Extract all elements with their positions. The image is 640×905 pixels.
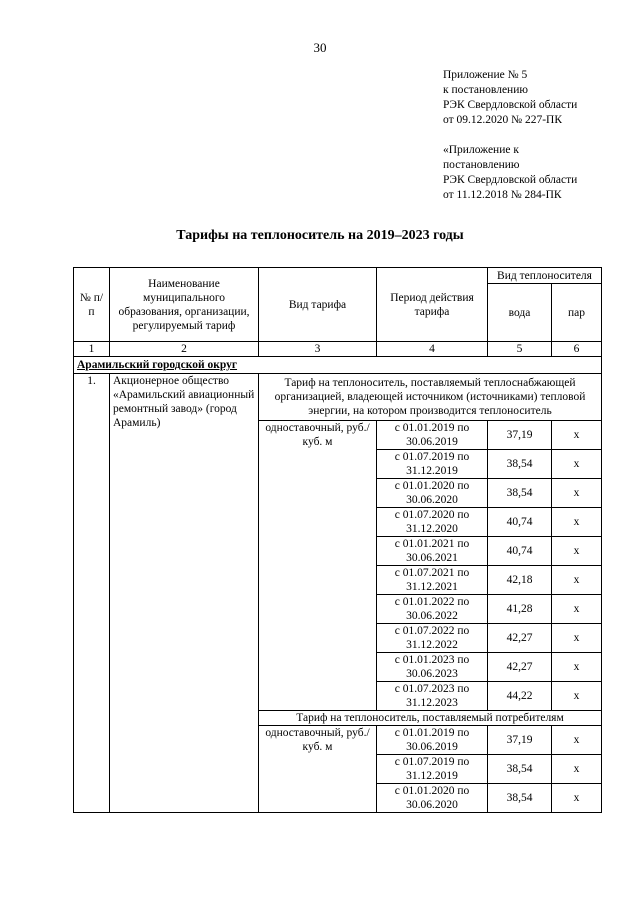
col-number: 4 bbox=[377, 342, 488, 357]
water-value: 38,54 bbox=[488, 784, 552, 813]
water-value: 38,54 bbox=[488, 450, 552, 479]
water-value: 42,27 bbox=[488, 653, 552, 682]
section-heading: Тариф на теплоноситель, поставляемый потребителям bbox=[259, 711, 602, 726]
appendix-line: РЭК Свердловской области bbox=[443, 99, 578, 111]
col-number: 1 bbox=[74, 342, 110, 357]
col-number: 5 bbox=[488, 342, 552, 357]
water-value: 37,19 bbox=[488, 726, 552, 755]
steam-value: x bbox=[552, 784, 602, 813]
appendix-line: Приложение № 5 bbox=[443, 69, 528, 81]
header-name: Наименование муниципального образования, организации, регулируемый тариф bbox=[110, 268, 259, 342]
water-value: 44,22 bbox=[488, 682, 552, 711]
org-name: Акционерное общество «Арамильский авиационный ремонтный завод» (город Арамиль) bbox=[110, 374, 259, 813]
water-value: 42,18 bbox=[488, 566, 552, 595]
org-number: 1. bbox=[74, 374, 110, 813]
steam-value: x bbox=[552, 450, 602, 479]
period-cell: с 01.01.2020 по 30.06.2020 bbox=[377, 479, 488, 508]
period-cell: с 01.01.2019 по 30.06.2019 bbox=[377, 421, 488, 450]
period-cell: с 01.01.2021 по 30.06.2021 bbox=[377, 537, 488, 566]
water-value: 37,19 bbox=[488, 421, 552, 450]
period-cell: с 01.01.2022 по 30.06.2022 bbox=[377, 595, 488, 624]
section-heading: Тариф на теплоноситель, поставляемый теплоснабжающей организацией, владеющей источником (источниками) тепловой энергии, на котором производится теплоноситель bbox=[259, 374, 602, 421]
steam-value: x bbox=[552, 755, 602, 784]
appendix-sub-block bbox=[443, 143, 577, 203]
steam-value: x bbox=[552, 566, 602, 595]
page-number: 30 bbox=[313, 40, 327, 55]
col-number: 3 bbox=[259, 342, 377, 357]
water-value: 40,74 bbox=[488, 537, 552, 566]
period-cell: с 01.07.2022 по 31.12.2022 bbox=[377, 624, 488, 653]
appendix-line: к постановлению bbox=[443, 84, 528, 96]
steam-value: x bbox=[552, 653, 602, 682]
period-cell: с 01.07.2021 по 31.12.2021 bbox=[377, 566, 488, 595]
steam-value: x bbox=[552, 479, 602, 508]
header-water: вода bbox=[488, 284, 552, 342]
water-value: 41,28 bbox=[488, 595, 552, 624]
appendix-sub-line: постановлению bbox=[443, 159, 520, 171]
appendix-sub-line: РЭК Свердловской области bbox=[443, 174, 578, 186]
tariff-type: одноставочный, руб./куб. м bbox=[259, 421, 377, 711]
header-num: № п/п bbox=[74, 268, 110, 342]
steam-value: x bbox=[552, 624, 602, 653]
appendix-line: от 09.12.2020 № 227-ПК bbox=[443, 114, 563, 126]
tariff-type: одноставочный, руб./куб. м bbox=[259, 726, 377, 813]
col-number: 6 bbox=[552, 342, 602, 357]
steam-value: x bbox=[552, 537, 602, 566]
water-value: 40,74 bbox=[488, 508, 552, 537]
period-cell: с 01.01.2019 по 30.06.2019 bbox=[377, 726, 488, 755]
header-carrier: Вид теплоносителя bbox=[488, 268, 602, 284]
header-period: Период действия тарифа bbox=[377, 268, 488, 342]
period-cell: с 01.07.2020 по 31.12.2020 bbox=[377, 508, 488, 537]
header-steam: пар bbox=[552, 284, 602, 342]
water-value: 38,54 bbox=[488, 479, 552, 508]
document-title: Тарифы на теплоноситель на 2019–2023 годы bbox=[176, 228, 464, 243]
steam-value: x bbox=[552, 682, 602, 711]
period-cell: с 01.07.2023 по 31.12.2023 bbox=[377, 682, 488, 711]
period-cell: с 01.01.2020 по 30.06.2020 bbox=[377, 784, 488, 813]
appendix-sub-line: от 11.12.2018 № 284-ПК bbox=[443, 189, 562, 201]
steam-value: x bbox=[552, 726, 602, 755]
steam-value: x bbox=[552, 508, 602, 537]
tariff-table bbox=[73, 267, 602, 813]
appendix-sub-line: «Приложение к bbox=[443, 144, 519, 156]
region-row: Арамильский городской округ bbox=[74, 357, 602, 374]
period-cell: с 01.01.2023 по 30.06.2023 bbox=[377, 653, 488, 682]
steam-value: x bbox=[552, 421, 602, 450]
col-number: 2 bbox=[110, 342, 259, 357]
water-value: 38,54 bbox=[488, 755, 552, 784]
appendix-block bbox=[443, 68, 577, 128]
steam-value: x bbox=[552, 595, 602, 624]
period-cell: с 01.07.2019 по 31.12.2019 bbox=[377, 450, 488, 479]
water-value: 42,27 bbox=[488, 624, 552, 653]
header-tariff-type: Вид тарифа bbox=[259, 268, 377, 342]
period-cell: с 01.07.2019 по 31.12.2019 bbox=[377, 755, 488, 784]
